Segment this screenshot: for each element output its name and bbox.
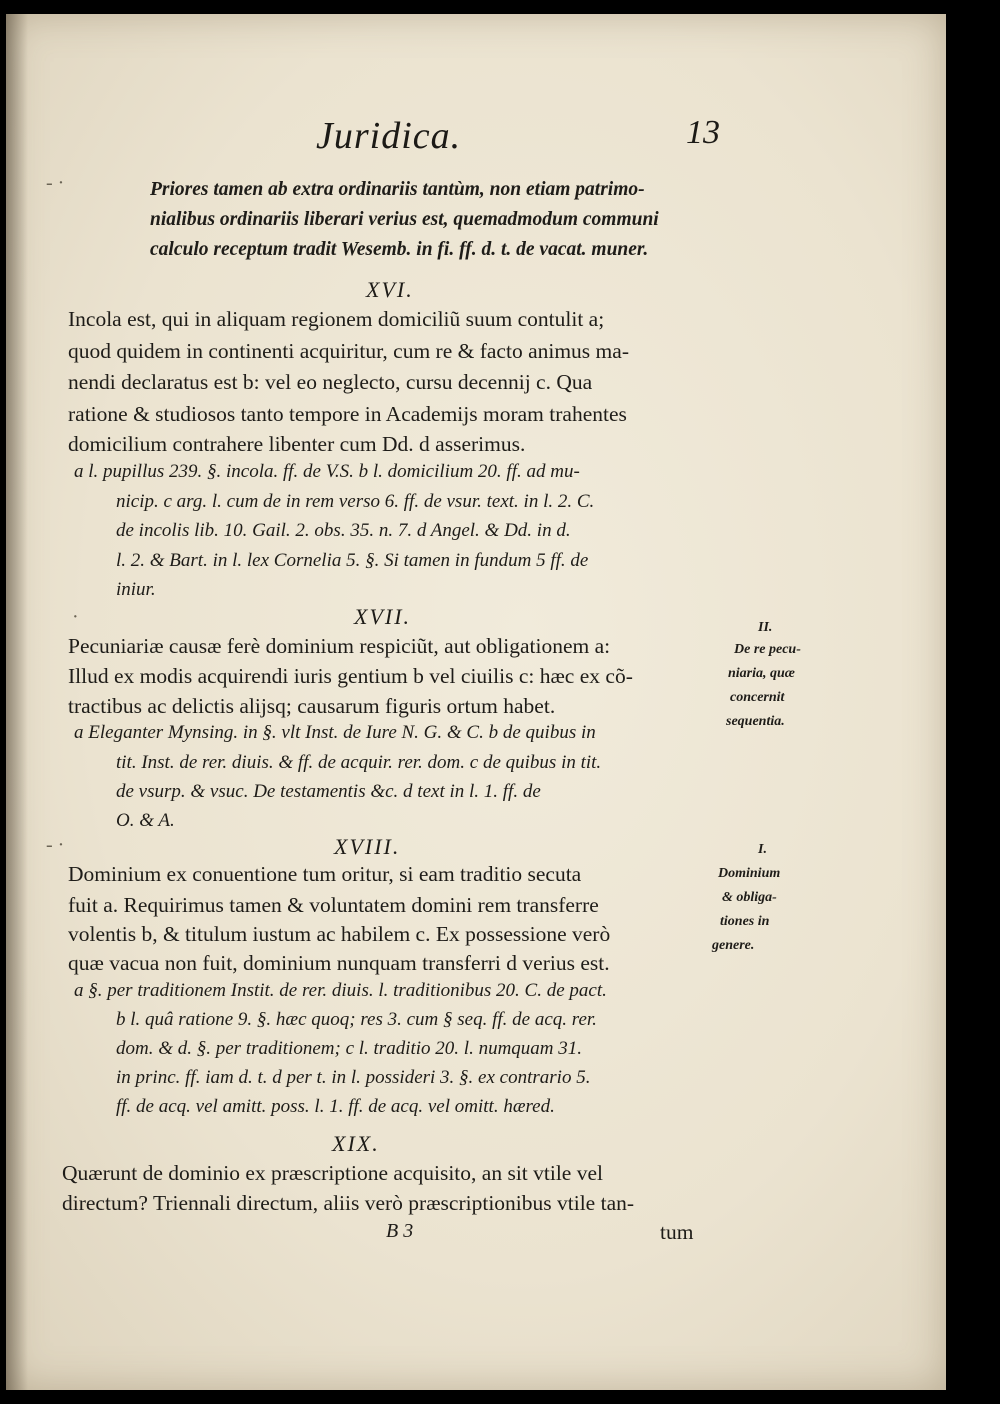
running-head-title: Juridica. (316, 115, 462, 157)
footnote-line: dom. & d. §. per traditionem; c l. traditio 20. l. numquam 31. (116, 1038, 583, 1059)
book-page (6, 14, 946, 1390)
body-line: domicilium contrahere libenter cum Dd. d asserimus. (68, 432, 526, 456)
footnote-line: in princ. ff. iam d. t. d per t. in l. possideri 3. §. ex contrario 5. (116, 1067, 591, 1088)
footnote-line: de vsurp. & vsuc. De testamentis &c. d text in l. 1. ff. de (116, 781, 541, 802)
body-line: Dominium ex conuentione tum oritur, si eam traditio secuta (68, 862, 582, 886)
margin-mark: - · (46, 172, 65, 194)
body-line: quæ vacua non fuit, dominium nunquam transferri d verius est. (68, 951, 610, 975)
signature-mark: B 3 (386, 1220, 414, 1242)
footnote-line: l. 2. & Bart. in l. lex Cornelia 5. §. Si tamen in fundum 5 ff. de (116, 550, 589, 571)
side-note-line: concernit (730, 690, 785, 705)
side-note-line: genere. (712, 938, 755, 953)
body-line: quod quidem in continenti acquiritur, cum re & facto animus ma- (68, 339, 629, 363)
footnote-line: ff. de acq. vel amitt. poss. l. 1. ff. de acq. vel omitt. hæred. (116, 1096, 555, 1117)
side-note-line: niaria, quæ (728, 666, 795, 681)
body-line: Quærunt de dominio ex præscriptione acquisito, an sit vtile vel (62, 1161, 603, 1185)
body-line: directum? Triennali directum, aliis verò præscriptionibus vtile tan- (62, 1191, 635, 1215)
side-note-line: De re pecu- (734, 642, 801, 657)
footnote-line: nicip. c arg. l. cum de in rem verso 6. ff. de vsur. text. in l. 2. C. (116, 491, 595, 512)
side-note-line: & obliga- (722, 890, 777, 905)
body-line: ratione & studiosos tanto tempore in Academijs moram trahentes (68, 402, 627, 426)
side-note-number: I. (758, 842, 767, 857)
intro-line: calculo receptum tradit Wesemb. in fi. ff. d. t. de vacat. muner. (150, 239, 649, 260)
footnote-line: a l. pupillus 239. §. incola. ff. de V.S. b l. domicilium 20. ff. ad mu- (74, 461, 580, 482)
page-gutter-shadow (6, 14, 28, 1390)
body-line: nendi declaratus est b: vel eo neglecto, cursu decennij c. Qua (68, 370, 593, 394)
side-note-line: Dominium (718, 866, 781, 881)
body-line: volentis b, & titulum iustum ac habilem c. Ex possessione verò (68, 922, 611, 946)
body-line: Incola est, qui in aliquam regionem domiciliũ suum contulit a; (68, 307, 605, 331)
intro-line: Priores tamen ab extra ordinariis tantùm, non etiam patrimo- (150, 179, 645, 200)
footnote-line: b l. quâ ratione 9. §. hæc quoq; res 3. cum § seq. ff. de acq. rer. (116, 1009, 597, 1030)
side-note-line: tiones in (720, 914, 770, 929)
footnote-line: O. & A. (116, 810, 175, 831)
footnote-line: a Eleganter Mynsing. in §. vlt Inst. de Iure N. G. & C. b de quibus in (74, 722, 596, 743)
body-line: tractibus ac delictis alijsq; causarum figuris ortum habet. (68, 694, 556, 718)
side-note-line: sequentia. (726, 714, 785, 729)
section-heading-xvii: XVII. (354, 604, 412, 629)
section-heading-xix: XIX. (332, 1131, 380, 1156)
body-line: Illud ex modis acquirendi iuris gentium b vel ciuilis c: hæc ex cõ- (68, 664, 633, 688)
intro-line: nialibus ordinariis liberari verius est, quemadmodum communi (150, 209, 659, 230)
footnote-line: iniur. (116, 579, 156, 600)
catchword: tum (660, 1220, 694, 1244)
body-line: Pecuniariæ causæ ferè dominium respiciũt, aut obligationem a: (68, 634, 611, 658)
footnote-line: a §. per traditionem Instit. de rer. diuis. l. traditionibus 20. C. de pact. (74, 980, 607, 1001)
footnote-line: de incolis lib. 10. Gail. 2. obs. 35. n. 7. d Angel. & Dd. in d. (116, 520, 571, 541)
section-heading-xviii: XVIII. (334, 834, 401, 859)
page-number: 13 (686, 114, 720, 151)
section-heading-xvi: XVI. (366, 277, 414, 302)
footnote-line: tit. Inst. de rer. diuis. & ff. de acquir. rer. dom. c de quibus in tit. (116, 752, 602, 773)
side-note-number: II. (758, 620, 773, 635)
margin-mark: · (72, 606, 79, 628)
body-line: fuit a. Requirimus tamen & voluntatem domini rem transferre (68, 893, 599, 917)
margin-mark: - · (46, 834, 65, 856)
